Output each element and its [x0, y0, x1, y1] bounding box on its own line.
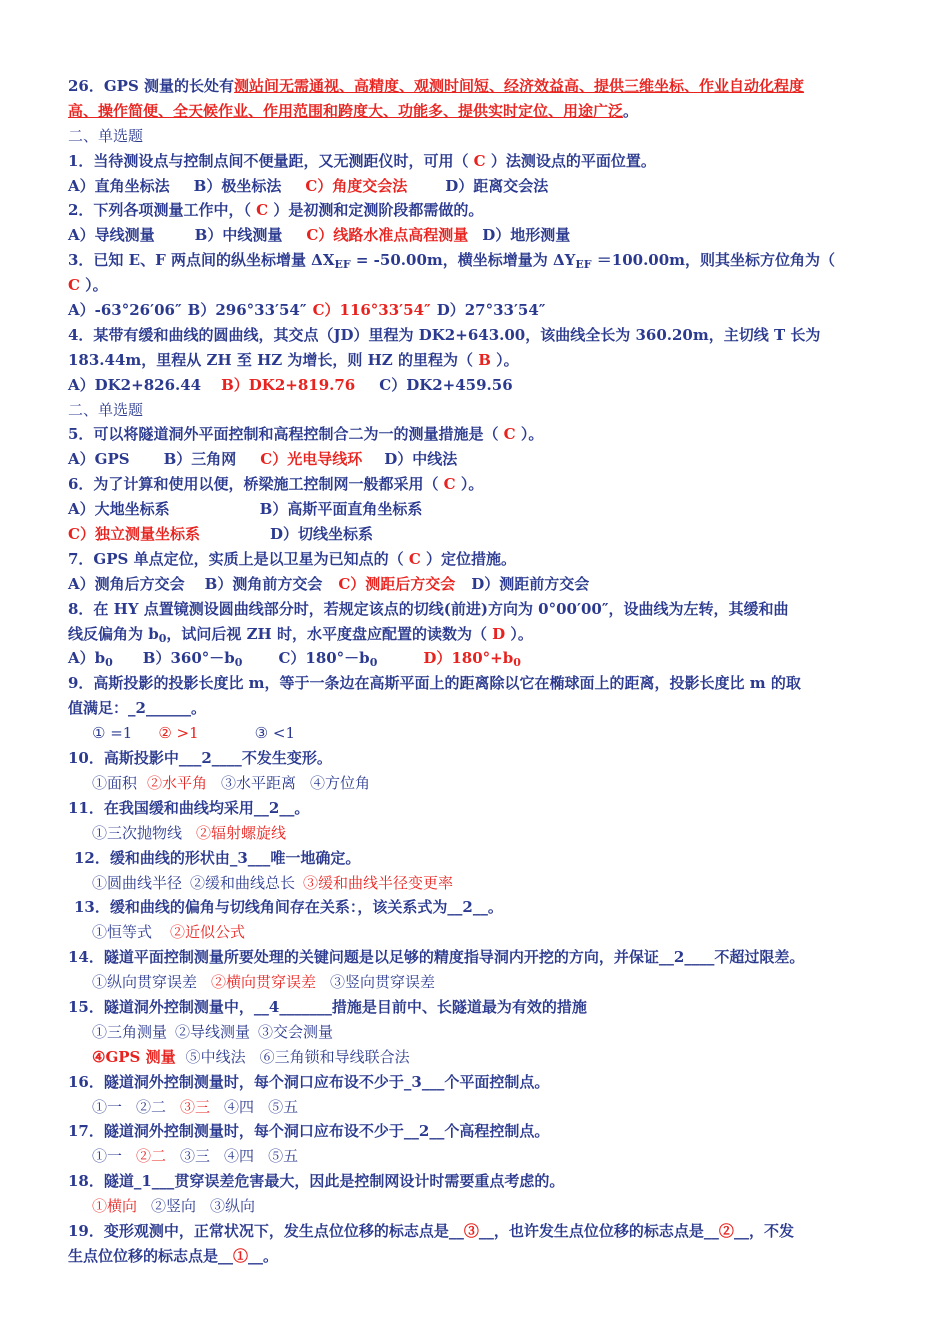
q14-options — [68, 970, 884, 995]
q7-options — [68, 572, 884, 597]
q11-option-2: ②辐射螺旋线 — [196, 823, 287, 842]
q1-options — [68, 174, 884, 199]
q13-stem-a: 13．缓和曲线的偏角与切线角间存在关系：，该关系式为 — [74, 898, 448, 917]
q4-answer: B — [478, 350, 491, 369]
q10-stem-b: 不发生变形。 — [241, 749, 332, 768]
q1-stem-b: ）法测设点的平面位置。 — [485, 151, 656, 170]
q4-option-c: C）DK2+459.56 — [379, 375, 513, 394]
q3-subscript-1: EF — [334, 258, 351, 272]
q10-stem-a: 10．高斯投影中 — [68, 749, 179, 768]
q4-stem-a: 183.44m，里程从 ZH 至 HZ 为增长，则 HZ 的里程为（ — [68, 350, 479, 369]
q13-stem — [68, 895, 884, 920]
q7-option-a: A）测角后方交会 — [68, 574, 185, 593]
q6-stem-a: 6．为了计算和使用以便，桥梁施工控制网一般都采用（ — [68, 475, 444, 494]
q8-stem-line1: 8．在 HY 点置镜测设圆曲线部分时，若规定该点的切线(前进)方向为 0°00′00″，设曲线为左转，其缓和曲 — [68, 599, 789, 618]
q13-option-1: ①恒等式 — [92, 923, 153, 942]
q26-stem: GPS 测量的长处有 — [103, 77, 235, 95]
q18-option-2: ②竖向 — [151, 1197, 197, 1216]
q14-option-1: ①纵向贯穿误差 — [92, 973, 198, 992]
q5-option-b: B）三角网 — [163, 450, 237, 469]
q8-subscript: 0 — [158, 631, 167, 645]
q17-stem-a: 17．隧道洞外控制测量时，每个洞口应布设不少于 — [68, 1122, 404, 1141]
q9-option-3: ③ <1 — [254, 724, 295, 743]
q1-stem — [68, 149, 884, 174]
q1-answer: C — [473, 151, 486, 170]
q16-stem-a: 16．隧道洞外控制测量时，每个洞口应布设不少于 — [68, 1072, 404, 1091]
q5-options — [68, 447, 884, 472]
q3-subscript-2: EF — [575, 258, 592, 272]
q26-answer-part1: 测站间无需通视、高精度、观测时间短、经济效益高、提供三维坐标、作业自动化程度 — [234, 77, 805, 95]
q18-options — [68, 1194, 884, 1219]
q18-stem — [68, 1169, 884, 1194]
q19-stem-c: ，不发 — [748, 1221, 794, 1240]
q17-option-1: ①一 — [92, 1147, 123, 1166]
q26-number: 26． — [68, 77, 104, 95]
q6-stem-b: ）。 — [455, 475, 484, 494]
q26-line1 — [68, 74, 884, 99]
q2-stem-a: 2．下列各项测量工作中，（ — [68, 201, 257, 220]
q10-option-4: ④方位角 — [310, 773, 371, 792]
q19-blank1-post: __ — [478, 1221, 494, 1240]
q18-option-1: ①横向 — [92, 1197, 138, 1216]
q8-stem-b: ，试问后视 ZH 时，水平度盘应配置的读数为（ — [166, 624, 493, 643]
q19-blank3-answer: ① — [233, 1246, 249, 1265]
q8-answer: D — [492, 624, 506, 643]
q12-stem — [68, 846, 884, 871]
q8-option-a-subscript: 0 — [105, 656, 113, 670]
q17-option-3: ③三 — [180, 1147, 211, 1166]
q11-stem — [68, 796, 884, 821]
q8-option-a: A）b — [68, 649, 106, 668]
q14-stem — [68, 945, 884, 970]
q12-stem-b: 唯一地确定。 — [270, 848, 361, 867]
q3-option-d: D）27°33′54″ — [436, 301, 546, 320]
q17-option-5: ⑤五 — [268, 1147, 299, 1166]
q9-stem-line1: 9．高斯投影的投影长度比 m，等于一条边在高斯平面上的距离除以它在椭球面上的距离，投影长度比 m 的取 — [68, 674, 801, 693]
question-list — [68, 74, 884, 1269]
q12-blank: _3___ — [229, 848, 271, 867]
q2-answer: C — [256, 201, 269, 220]
q18-stem-a: 18．隧道 — [68, 1172, 134, 1191]
q15-stem-a: 15．隧道洞外控制测量中， — [68, 997, 254, 1016]
q1-option-d: D）距离交会法 — [445, 176, 549, 195]
q14-blank: __2____ — [658, 948, 715, 967]
q3-answer: C — [68, 276, 80, 295]
q15-option-6: ⑥三角锁和导线联合法 — [259, 1047, 410, 1066]
q19-blank1-answer: ③ — [463, 1221, 479, 1240]
q16-option-1: ①一 — [92, 1097, 123, 1116]
q2-option-d: D）地形测量 — [482, 226, 571, 245]
q8-option-d: D）180°+b — [423, 649, 514, 668]
q3-options — [68, 298, 884, 323]
q15-blank: __4_______ — [253, 997, 332, 1016]
q7-option-c: C）测距后方交会 — [338, 574, 456, 593]
q2-options — [68, 223, 884, 248]
q19-stem-b: ，也许发生点位位移的标志点是 — [493, 1221, 704, 1240]
q17-blank: __2__ — [403, 1122, 445, 1141]
q19-stem-e: 。 — [263, 1246, 279, 1265]
q8-stem-a: 线反偏角为 b — [68, 624, 159, 643]
q4-stem-b: ）。 — [490, 350, 519, 369]
q2-option-c: C）线路水准点高程测量 — [306, 226, 469, 245]
q9-stem-a: 值满足： — [68, 699, 129, 718]
q8-option-c-subscript: 0 — [369, 656, 378, 670]
q12-option-3: ③缓和曲线半径变更率 — [303, 873, 454, 892]
q13-blank: __2__ — [447, 898, 488, 917]
q8-stem-c: ）。 — [505, 624, 533, 643]
q1-option-c: C）角度交会法 — [305, 176, 408, 195]
q3-stem-a: 3．已知 E、F 两点间的纵坐标增量 ΔX — [68, 251, 335, 270]
q15-stem — [68, 995, 884, 1020]
q6-answer: C — [443, 475, 456, 494]
q17-options — [68, 1144, 884, 1169]
q19-stem-d: 生点位位移的标志点是 — [68, 1246, 219, 1265]
q18-option-3: ③纵向 — [210, 1197, 256, 1216]
q26-answer-part2: 高、操作简便、全天候作业、作用范围和跨度大、功能多、提供实时定位、用途广泛 — [68, 101, 624, 120]
q11-blank: __2__ — [253, 798, 295, 817]
q7-answer: C — [408, 549, 421, 568]
q15-options-line2 — [68, 1045, 884, 1070]
q10-option-3: ③水平距离 — [221, 773, 297, 792]
q1-stem-a: 1．当待测设点与控制点间不便量距，又无测距仪时，可用（ — [68, 151, 474, 170]
q1-option-b: B）极坐标法 — [193, 176, 282, 195]
section-heading-1: 二、单选题 — [68, 126, 144, 145]
q7-option-b: B）测角前方交会 — [204, 574, 323, 593]
q3-stem-line2 — [68, 273, 884, 298]
q19-stem-line1 — [68, 1219, 884, 1244]
q15-option-2: ②导线测量 — [175, 1022, 251, 1041]
q19-stem-line2 — [68, 1244, 884, 1269]
q6-option-d: D）切线坐标系 — [269, 525, 373, 544]
q5-stem — [68, 422, 884, 447]
q5-answer: C — [503, 425, 516, 444]
q13-options — [68, 920, 884, 945]
q3-stem-c: ＝100.00m，则其坐标方位角为（ — [591, 251, 836, 270]
q10-option-2: ②水平角 — [147, 773, 208, 792]
q5-option-a: A）GPS — [68, 450, 130, 469]
q10-stem — [68, 746, 884, 771]
q9-options — [68, 721, 884, 746]
q15-option-1: ①三角测量 — [92, 1022, 168, 1041]
q3-option-a: A）-63°26′06″ — [68, 301, 182, 320]
q14-stem-b: 不超过限差。 — [714, 948, 805, 967]
q5-option-d: D）中线法 — [384, 450, 458, 469]
q26-line2 — [68, 99, 884, 124]
q8-option-d-subscript: 0 — [513, 656, 521, 670]
q15-option-4: ④GPS 测量 — [92, 1047, 176, 1066]
q16-option-3: ③三 — [180, 1097, 211, 1116]
q14-option-3: ③竖向贯穿误差 — [330, 973, 436, 992]
q11-stem-a: 11．在我国缓和曲线均采用 — [68, 798, 254, 817]
q19-blank2-pre: __ — [703, 1221, 719, 1240]
q18-blank: _1___ — [133, 1172, 175, 1191]
q3-option-b: B）296°33′54″ — [187, 301, 307, 320]
q3-option-c: C）116°33′54″ — [312, 301, 431, 320]
q26-tail: 。 — [623, 101, 639, 120]
q11-stem-b: 。 — [294, 798, 310, 817]
q12-stem-a: 12．缓和曲线的形状由 — [74, 848, 230, 867]
q19-blank2-post: __ — [733, 1221, 749, 1240]
q4-stem-line1: 4．某带有缓和曲线的圆曲线，其交点（JD）里程为 DK2+643.00，该曲线全长为 360.20m，主切线 T 长为 — [68, 325, 821, 344]
q19-blank3-pre: __ — [218, 1246, 234, 1265]
q18-stem-b: 贯穿误差危害最大，因此是控制网设计时需要重点考虑的。 — [174, 1172, 565, 1191]
q3-stem-b: = -50.00m，横坐标增量为 ΔY — [350, 251, 576, 270]
q8-option-c: C）180°－b — [278, 649, 370, 668]
q6-option-a: A）大地坐标系 — [68, 500, 170, 519]
q17-stem-b: 个高程控制点。 — [444, 1122, 550, 1141]
q2-stem-b: ）是初测和定测阶段都需做的。 — [268, 201, 484, 220]
q10-blank: ___2____ — [178, 749, 242, 768]
q6-options-line1 — [68, 497, 884, 522]
q17-option-2: ②二 — [136, 1147, 167, 1166]
q7-stem-b: ）定位措施。 — [420, 549, 516, 568]
q2-option-b: B）中线测量 — [194, 226, 283, 245]
q5-option-c: C）光电导线环 — [260, 450, 363, 469]
q8-option-b: B）360°－b — [142, 649, 235, 668]
section-heading-2: 二、单选题 — [68, 400, 144, 419]
q9-option-1: ① =1 — [92, 724, 133, 743]
q17-stem — [68, 1119, 884, 1144]
q2-stem — [68, 198, 884, 223]
q15-options-line1 — [68, 1020, 884, 1045]
q19-blank3-post: __ — [248, 1246, 264, 1265]
q15-stem-b: 措施是目前中、长隧道最为有效的措施 — [331, 997, 587, 1016]
q16-stem-b: 个平面控制点。 — [444, 1072, 550, 1091]
q12-option-2: ②缓和曲线总长 — [190, 873, 296, 892]
q15-option-3: ③交会测量 — [258, 1022, 334, 1041]
q7-stem-a: 7．GPS 单点定位，实质上是以卫星为已知点的（ — [68, 549, 409, 568]
q3-stem-d: ）。 — [79, 276, 108, 295]
q1-option-a: A）直角坐标法 — [68, 176, 170, 195]
q5-stem-b: ）。 — [515, 425, 544, 444]
q16-option-5: ⑤五 — [268, 1097, 299, 1116]
q12-option-1: ①圆曲线半径 — [92, 873, 183, 892]
q11-options — [68, 821, 884, 846]
q4-option-b: B）DK2+819.76 — [221, 375, 356, 394]
q3-stem-line1 — [68, 248, 884, 273]
q6-option-c: C）独立测量坐标系 — [68, 525, 200, 544]
q16-blank: _3___ — [403, 1072, 445, 1091]
q5-stem-a: 5．可以将隧道洞外平面控制和高程控制合二为一的测量措施是（ — [68, 425, 504, 444]
q17-option-4: ④四 — [224, 1147, 255, 1166]
q13-option-2: ②近似公式 — [170, 923, 246, 942]
q11-option-1: ①三次抛物线 — [92, 823, 183, 842]
q2-option-a: A）导线测量 — [68, 226, 155, 245]
q19-stem-a: 19．变形观测中，正常状况下，发生点位位移的标志点是 — [68, 1221, 449, 1240]
q9-stem-line2 — [68, 696, 884, 721]
q9-stem-b: 。 — [190, 699, 206, 718]
q4-option-a: A）DK2+826.44 — [68, 375, 202, 394]
q4-stem-line2 — [68, 348, 884, 373]
q14-stem-a: 14．隧道平面控制测量所要处理的关键问题是以足够的精度指导洞内开挖的方向，并保证 — [68, 948, 659, 967]
q9-blank: _2______ — [128, 699, 191, 718]
q16-options — [68, 1095, 884, 1120]
q10-options — [68, 771, 884, 796]
q6-stem — [68, 472, 884, 497]
q13-stem-b: 。 — [487, 898, 503, 917]
q4-options — [68, 373, 884, 398]
q7-stem — [68, 547, 884, 572]
q8-options — [68, 646, 884, 671]
q19-blank2-answer: ② — [718, 1221, 734, 1240]
q14-option-2: ②横向贯穿误差 — [211, 973, 317, 992]
q16-option-4: ④四 — [224, 1097, 255, 1116]
q16-option-2: ②二 — [136, 1097, 167, 1116]
q6-options-line2 — [68, 522, 884, 547]
q16-stem — [68, 1070, 884, 1095]
q10-option-1: ①面积 — [92, 773, 138, 792]
q19-blank1-pre: __ — [448, 1221, 464, 1240]
q6-option-b: B）高斯平面直角坐标系 — [259, 500, 423, 519]
q8-option-b-subscript: 0 — [234, 656, 243, 670]
q15-option-5: ⑤中线法 — [185, 1047, 246, 1066]
q7-option-d: D）测距前方交会 — [471, 574, 590, 593]
q12-options — [68, 871, 884, 896]
q8-stem-line2 — [68, 622, 884, 647]
q9-option-2: ② >1 — [158, 724, 199, 743]
